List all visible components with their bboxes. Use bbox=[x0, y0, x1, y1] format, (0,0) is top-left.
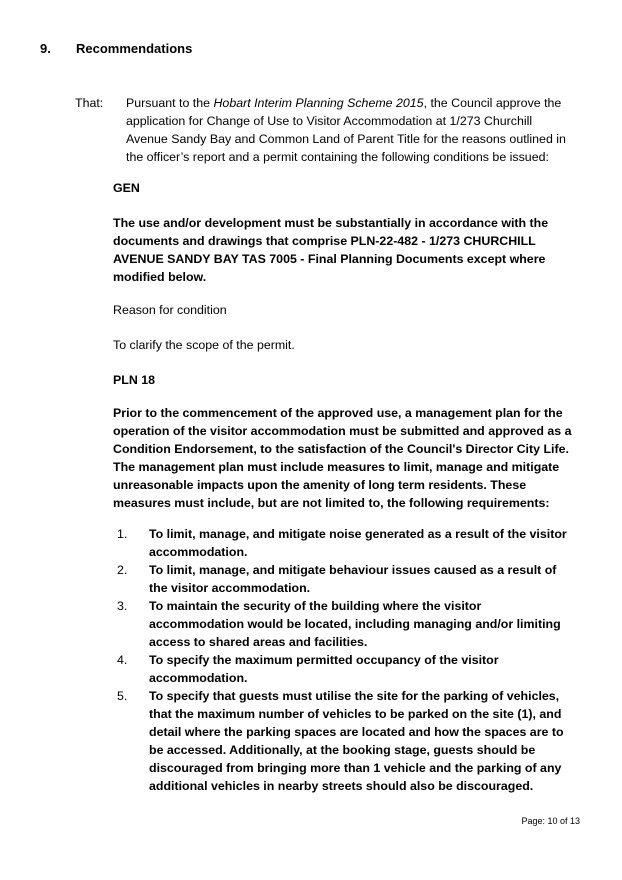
list-item-number: 1. bbox=[117, 527, 128, 541]
list-item-number: 4. bbox=[117, 653, 128, 667]
list-item bbox=[113, 561, 573, 597]
list-item-text: To limit, manage, and mitigate behaviour issues caused as a result of the visitor accommodation. bbox=[149, 563, 557, 595]
intro-text-after: , the Council approve the application for Change of Use to Visitor Accommodation at 1/273 Churchill Avenue Sandy Bay and Common Land of Parent Title for the reasons outlined in the officer’s report and a permit containing the following conditions be issued: bbox=[126, 96, 566, 164]
recommendation-intro bbox=[126, 94, 566, 166]
list-item-text: To limit, manage, and mitigate noise generated as a result of the visitor accommodation. bbox=[149, 527, 567, 559]
list-item-text: To specify the maximum permitted occupancy of the visitor accommodation. bbox=[149, 653, 499, 685]
list-item bbox=[113, 597, 573, 651]
list-item bbox=[113, 525, 573, 561]
pln18-condition-text: Prior to the commencement of the approved use, a management plan for the operation of the visitor accommodation must be submitted and approved as a Condition Endorsement, to the satisfaction of the Council's Director City Life. The management plan must include measures to limit, manage and mitigate unreasonable impacts upon the amenity of long term residents. These measures must include, but are not limited to, the following requirements: bbox=[113, 406, 572, 510]
page-number: Page: 10 of 13 bbox=[521, 816, 580, 826]
list-item bbox=[113, 651, 573, 687]
gen-reason-text: To clarify the scope of the permit. bbox=[113, 338, 295, 352]
gen-condition-text: The use and/or development must be substantially in accordance with the documents and drawings that comprise PLN-22-482 - 1/273 CHURCHILL AVENUE SANDY BAY TAS 7005 - Final Planning Documents except where modified below. bbox=[113, 216, 549, 284]
list-item-number: 5. bbox=[117, 689, 128, 703]
that-label: That: bbox=[75, 96, 104, 110]
requirements-list bbox=[113, 525, 573, 795]
list-item-text: To maintain the security of the building where the visitor accommodation would be located, including managing and/or limiting access to shared areas and facilities. bbox=[149, 599, 561, 649]
scheme-name: Hobart Interim Planning Scheme 2015 bbox=[213, 96, 424, 110]
list-item-text: To specify that guests must utilise the site for the parking of vehicles, that the maximum number of vehicles to be parked on the site (1), and detail where the parking spaces are located and how the spaces are to be accessed. Additionally, at the booking stage, guests should be discouraged from bringing more than 1 vehicle and the parking of any additional vehicles in nearby streets should also be discouraged. bbox=[149, 689, 564, 793]
list-item bbox=[113, 687, 573, 795]
intro-text-before: Pursuant to the bbox=[126, 96, 214, 110]
pln18-heading: PLN 18 bbox=[113, 373, 156, 387]
gen-reason-label: Reason for condition bbox=[113, 303, 227, 317]
list-item-number: 2. bbox=[117, 563, 128, 577]
list-item-number: 3. bbox=[117, 599, 128, 613]
section-title: Recommendations bbox=[76, 41, 193, 56]
section-number: 9. bbox=[40, 41, 51, 56]
gen-heading: GEN bbox=[113, 181, 140, 195]
